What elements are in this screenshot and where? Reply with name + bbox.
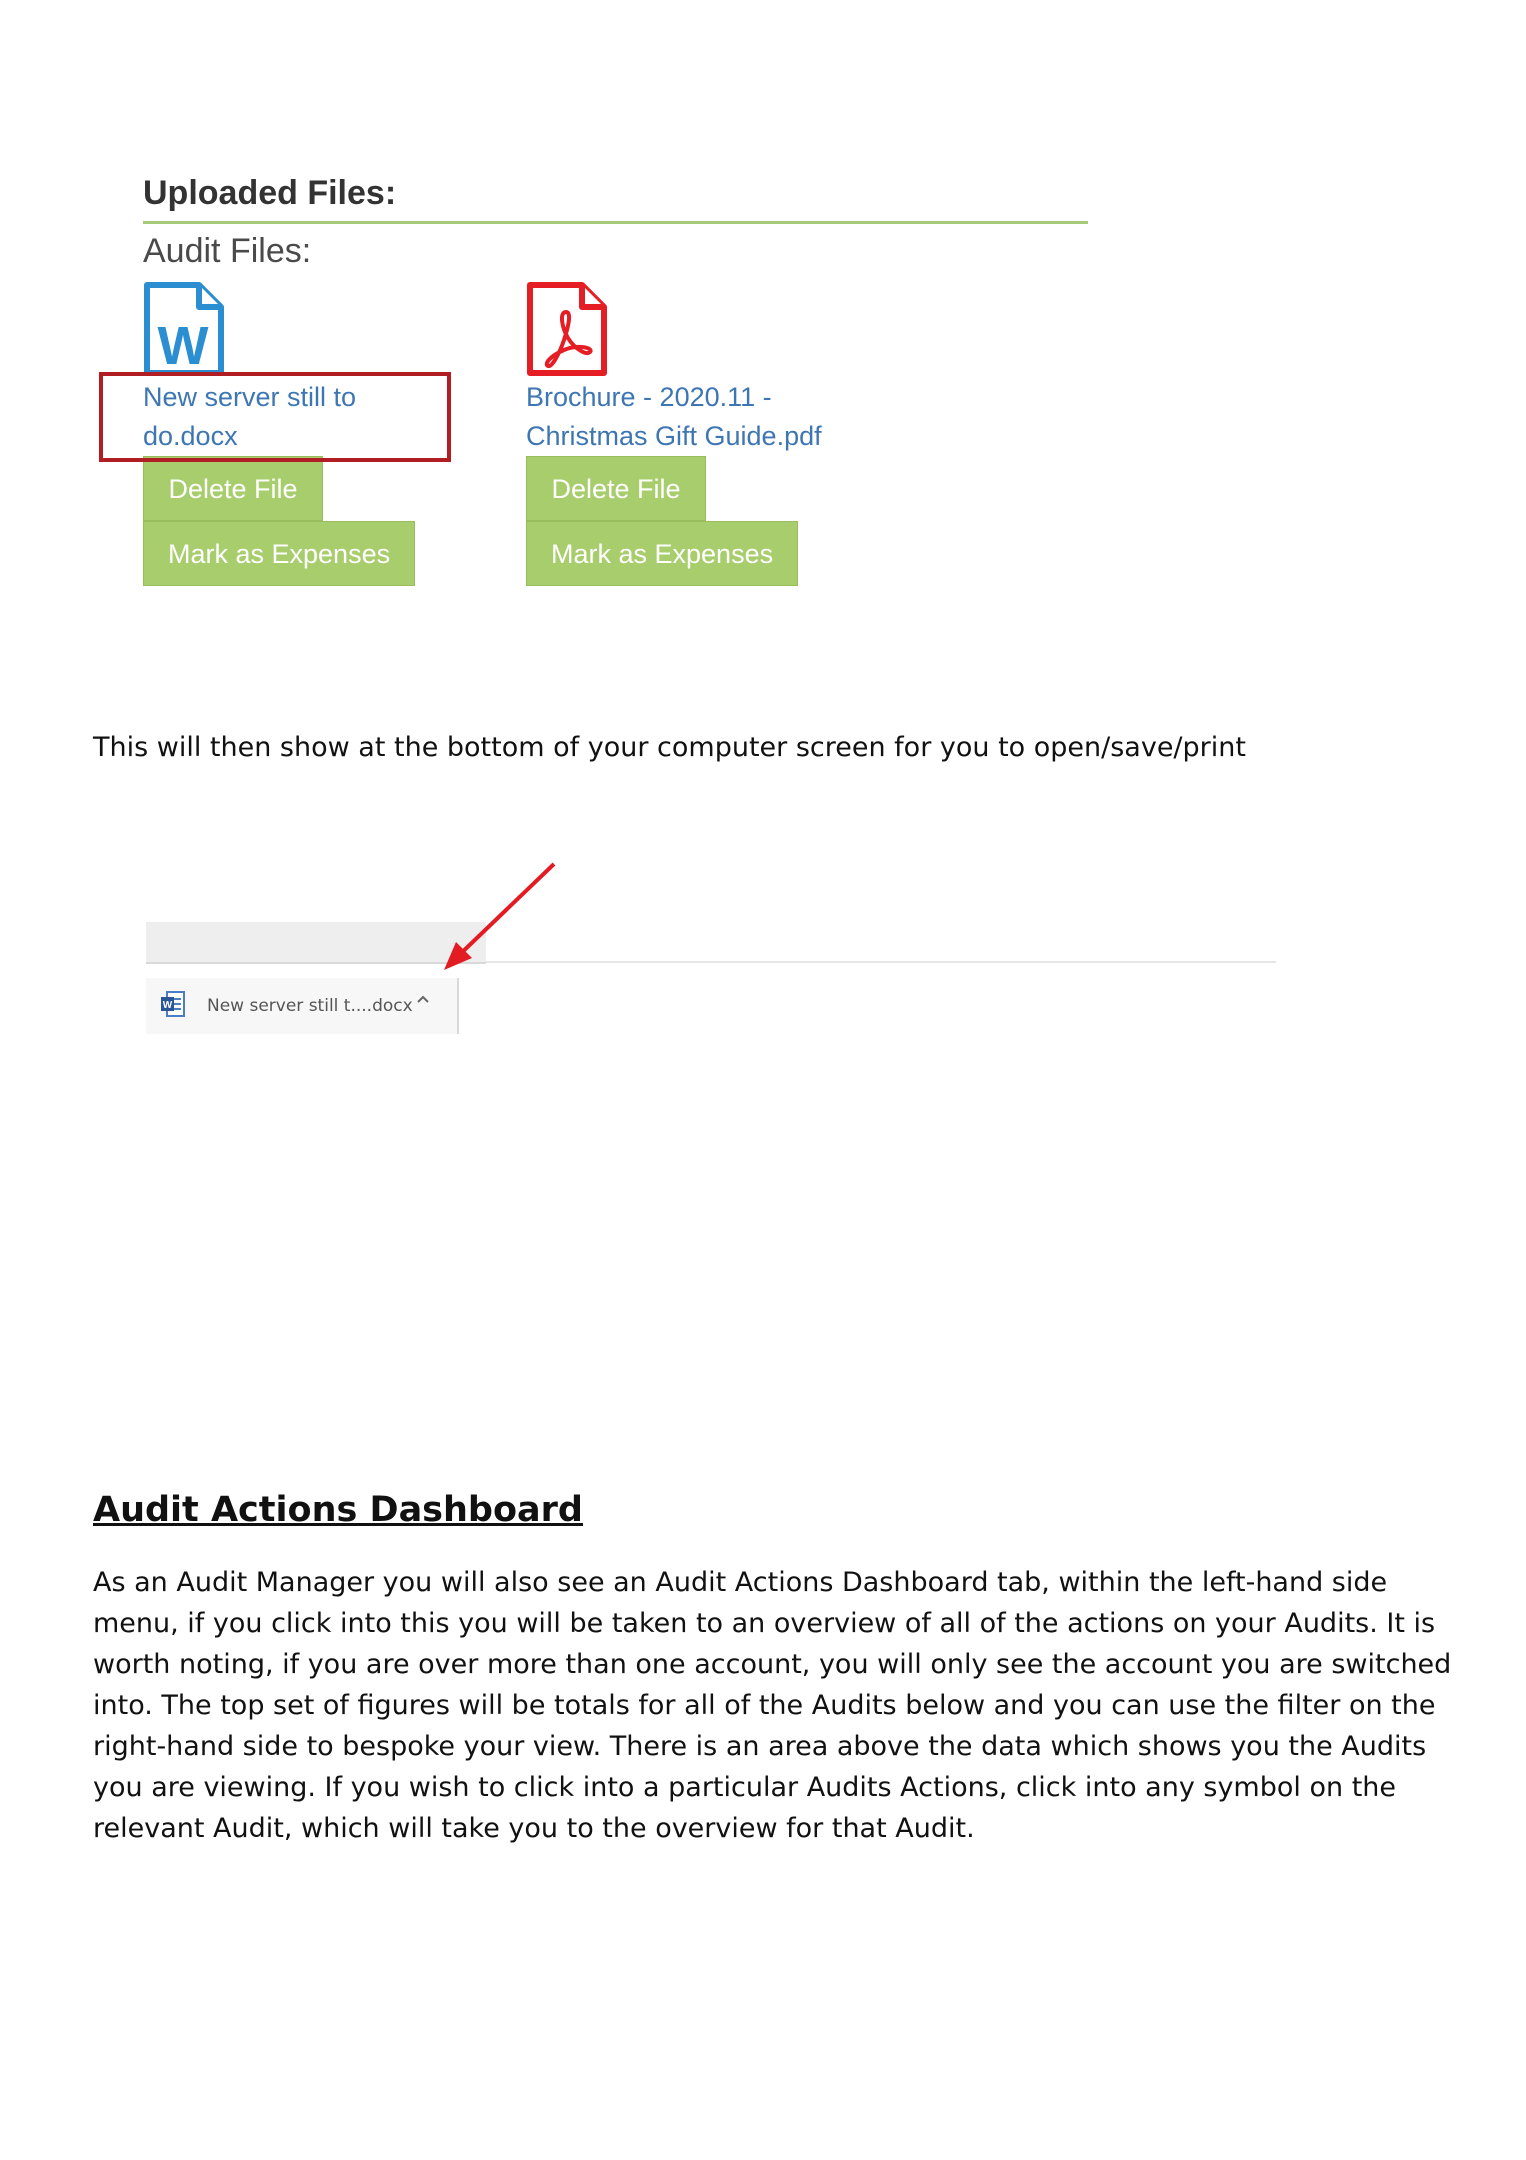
uploaded-files-heading: Uploaded Files: [143,174,397,212]
red-arrow-icon [440,860,560,972]
delete-file-button[interactable]: Delete File [526,456,706,521]
file-link-pdf[interactable]: Brochure - 2020.11 - Christmas Gift Guide.pdf [526,382,822,451]
download-bar-divider [486,961,1276,963]
chevron-up-icon[interactable] [414,990,432,1008]
file-link-docx[interactable]: New server still to do.docx [105,378,445,456]
section-body-text: As an Audit Manager you will also see an Audit Actions Dashboard tab, within the left-hand side menu, if you click into this you will be taken to an overview of all of the actions on your Audits. It is worth noting, if you are over more than one account, you will only see the account you are switched into. The top set of figures will be totals for all of the Audits below and you can use the filter on the right-hand side to bespoke your view. There is an area above the data which shows you the Audits you are viewing. If you wish to click into a particular Audits Actions, click into any symbol on the relevant Audit, which will take you to the overview for that Audit. [93,1567,1452,1844]
delete-file-button[interactable]: Delete File [143,456,323,521]
file-card-pdf [526,282,866,586]
file-card-docx [143,282,473,586]
uploaded-files-screenshot [143,170,1093,610]
svg-text:W: W [157,316,209,376]
mark-as-expenses-button[interactable]: Mark as Expenses [143,521,415,586]
svg-text:W: W [162,1000,173,1011]
pdf-document-icon[interactable] [526,282,608,376]
word-document-icon [160,990,186,1018]
heading-divider [143,221,1088,224]
download-bar-screenshot [146,860,1276,1040]
mark-as-expenses-button[interactable]: Mark as Expenses [526,521,798,586]
audit-files-label: Audit Files: [143,232,312,270]
section-heading: Audit Actions Dashboard [93,1490,583,1530]
download-caption: This will then show at the bottom of your computer screen for you to open/save/print [93,732,1246,763]
word-document-icon[interactable] [143,282,225,376]
download-item[interactable] [146,978,459,1034]
browser-tab-strip [146,922,486,964]
download-file-name: New server still t....docx [207,996,413,1016]
